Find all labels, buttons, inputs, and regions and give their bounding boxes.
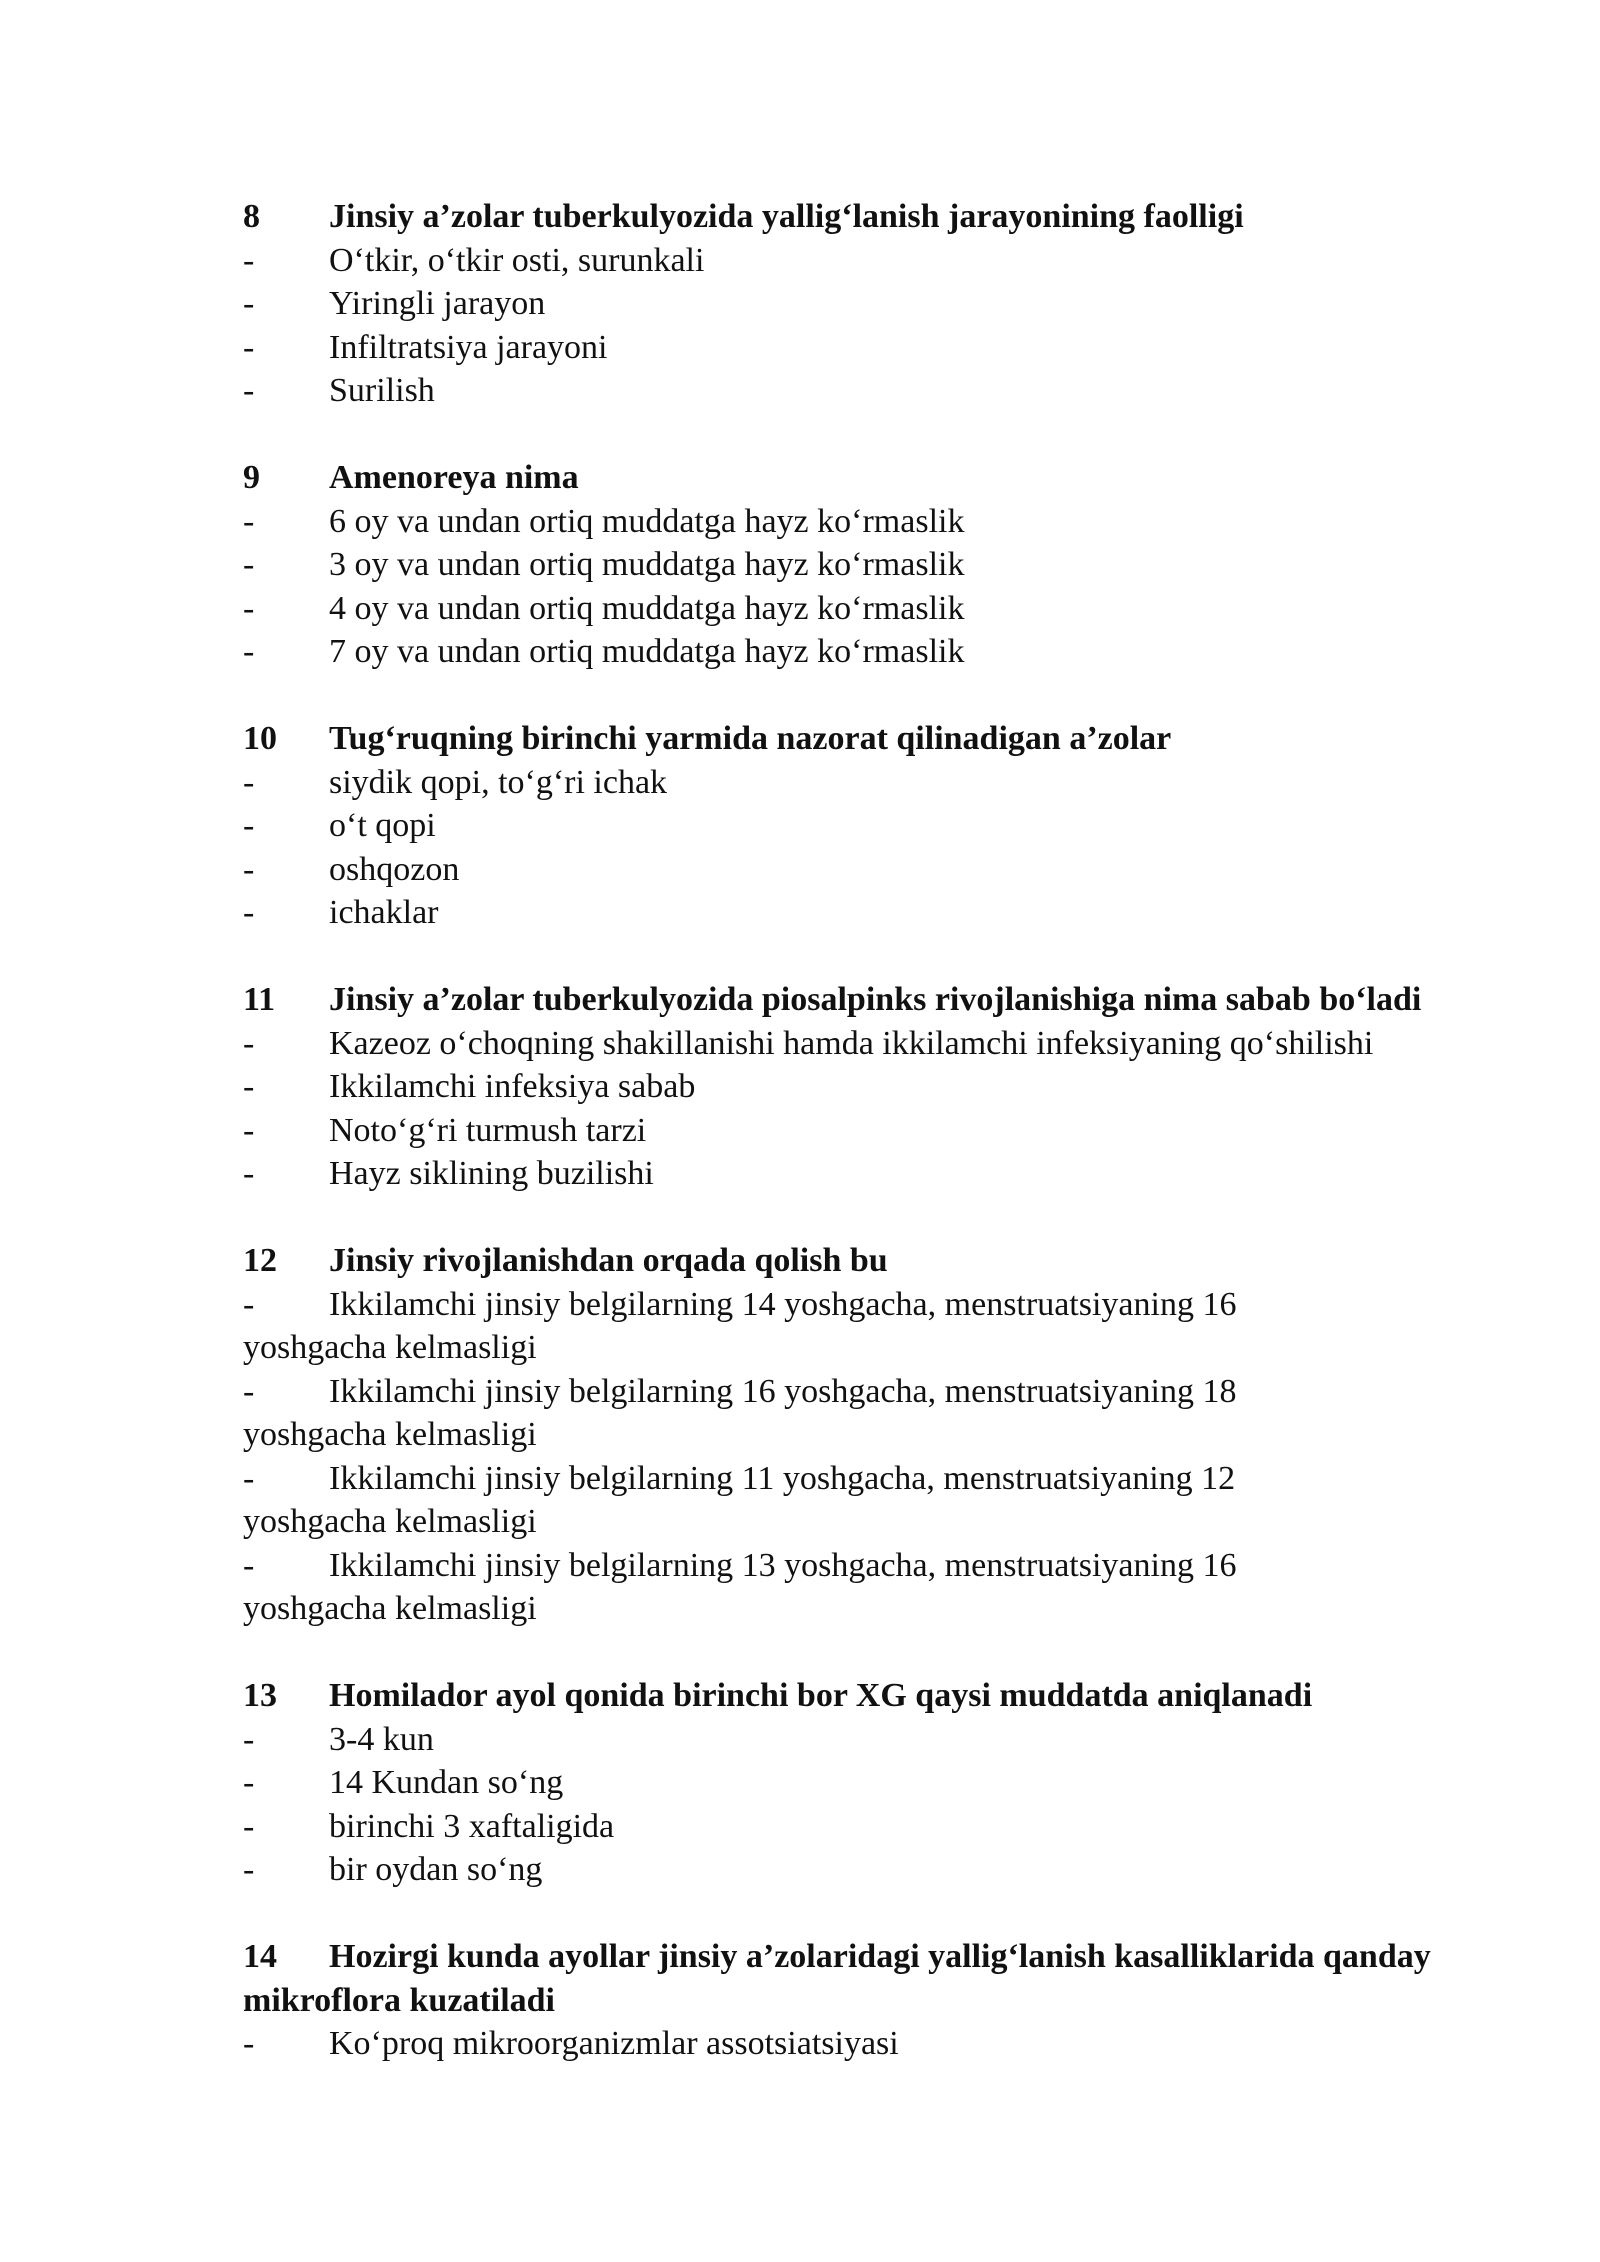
question-number: 9 [243,459,260,496]
answer-text: Hayz siklining buzilishi [329,1155,654,1192]
answer-option [243,630,1523,674]
question-number: 10 [243,720,277,757]
question-text: Jinsiy rivojlanishdan orqada qolish bu [329,1242,888,1279]
answer-dash: - [243,1285,255,1323]
answer-option [243,1848,1523,1892]
answer-option [243,891,1523,935]
answer-option [243,1022,1523,1066]
answer-option [243,543,1523,587]
question-title [243,456,1523,500]
answer-option [243,2022,1523,2066]
answer-option [243,1718,1523,1762]
answer-dash: - [243,763,255,801]
answer-dash: - [243,546,255,583]
question-text: Jinsiy a’zolar tuberkulyozida yallig‘lanish jarayonining faolligi [329,198,1244,235]
answer-option [243,761,1523,805]
question-8 [243,195,1523,413]
answer-dash: - [243,1851,255,1888]
question-title [243,1674,1523,1718]
answer-dash: - [243,1111,255,1149]
question-number: 14 [243,1938,277,1975]
answer-text: o‘t qopi [329,807,436,844]
answer-dash: - [243,589,255,627]
answer-option [243,848,1523,892]
answer-dash: - [243,1546,255,1584]
answer-text: 3 oy va undan ortiq muddatga hayz ko‘rmaslik [329,546,965,583]
question-9 [243,456,1523,674]
answer-text: Kazeoz o‘choqning shakillanishi hamda ikkilamchi infeksiyaning qo‘shilishi [329,1024,1374,1062]
answer-dash: - [243,1068,255,1105]
answer-dash: - [243,633,255,670]
answer-dash: - [243,1807,255,1845]
question-14 [243,1935,1523,2066]
answer-text: bir oydan so‘ng [329,1851,543,1888]
answer-text: 7 oy va undan ortiq muddatga hayz ko‘rmaslik [329,633,965,670]
answer-text: 3-4 kun [329,1720,434,1758]
question-10 [243,717,1523,935]
answer-dash: - [243,850,255,888]
answer-option [243,239,1523,283]
answer-option [243,1109,1523,1153]
answer-dash: - [243,372,255,409]
answer-text: Yiringli jarayon [329,285,546,322]
question-text: Homilador ayol qonida birinchi bor XG qaysi muddatda aniqlanadi [329,1677,1313,1714]
question-12 [243,1239,1523,1631]
answer-text: ichaklar [329,894,439,931]
answer-text: Noto‘g‘ri turmush tarzi [329,1111,647,1149]
question-number: 11 [243,981,276,1018]
question-text: Amenoreya nima [329,459,579,496]
answer-option [243,1544,1353,1631]
answer-dash: - [243,1720,255,1758]
answer-dash: - [243,1764,255,1801]
answer-text: O‘tkir, o‘tkir osti, surunkali [329,241,705,279]
answer-dash: - [243,2025,255,2062]
answer-text: Ikkilamchi jinsiy belgilarning 14 yoshgacha, menstruatsiyaning 16 yoshgacha kelmasligi [243,1285,1237,1366]
answer-option [243,587,1523,631]
answer-text: Ikkilamchi jinsiy belgilarning 13 yoshgacha, menstruatsiyaning 16 yoshgacha kelmasligi [243,1546,1237,1627]
answer-option [243,1457,1353,1544]
answer-text: Ikkilamchi infeksiya sabab [329,1068,696,1105]
question-11 [243,978,1523,1196]
answer-text: oshqozon [329,850,460,888]
answer-text: Ikkilamchi jinsiy belgilarning 16 yoshgacha, menstruatsiyaning 18 yoshgacha kelmasligi [243,1372,1237,1453]
answer-text: Ikkilamchi jinsiy belgilarning 11 yoshgacha, menstruatsiyaning 12 yoshgacha kelmasligi [243,1459,1236,1540]
answer-option [243,1370,1353,1457]
question-title [243,195,1523,239]
answer-text: birinchi 3 xaftaligida [329,1807,615,1845]
answer-text: Infiltratsiya jarayoni [329,328,608,366]
answer-text: Ko‘proq mikroorganizmlar assotsiatsiyasi [329,2025,899,2062]
answer-option [243,282,1523,326]
question-title [243,717,1523,761]
question-title [243,978,1523,1022]
answer-text: 14 Kundan so‘ng [329,1764,564,1801]
answer-option [243,1152,1523,1196]
answer-dash: - [243,1155,255,1192]
answer-option [243,804,1523,848]
answer-option [243,326,1523,370]
question-text: Jinsiy a’zolar tuberkulyozida piosalpinks rivojlanishiga nima sabab bo‘ladi [329,981,1422,1018]
answer-option [243,500,1523,544]
question-13 [243,1674,1523,1892]
question-title [243,1239,1523,1283]
answer-option [243,1065,1523,1109]
answer-option [243,1805,1523,1849]
question-text: Tug‘ruqning birinchi yarmida nazorat qilinadigan a’zolar [329,720,1172,757]
answer-text: 6 oy va undan ortiq muddatga hayz ko‘rmaslik [329,502,965,540]
question-text: Hozirgi kunda ayollar jinsiy a’zolaridagi yallig‘lanish kasalliklarida qanday mikroflora kuzatiladi [243,1938,1431,2019]
answer-option [243,369,1523,413]
answer-text: siydik qopi, to‘g‘ri ichak [329,763,668,801]
answer-dash: - [243,285,255,322]
question-number: 8 [243,198,260,235]
answer-text: 4 oy va undan ortiq muddatga hayz ko‘rmaslik [329,589,965,627]
document-page [243,195,1523,2109]
answer-dash: - [243,1459,255,1497]
question-number: 13 [243,1677,277,1714]
answer-dash: - [243,1372,255,1410]
answer-dash: - [243,328,255,366]
answer-dash: - [243,502,255,540]
question-title [243,1935,1443,2022]
answer-dash: - [243,894,255,931]
answer-dash: - [243,1024,255,1062]
answer-option [243,1761,1523,1805]
answer-text: Surilish [329,372,435,409]
answer-dash: - [243,241,255,279]
answer-dash: - [243,807,255,844]
question-number: 12 [243,1242,277,1279]
answer-option [243,1283,1353,1370]
